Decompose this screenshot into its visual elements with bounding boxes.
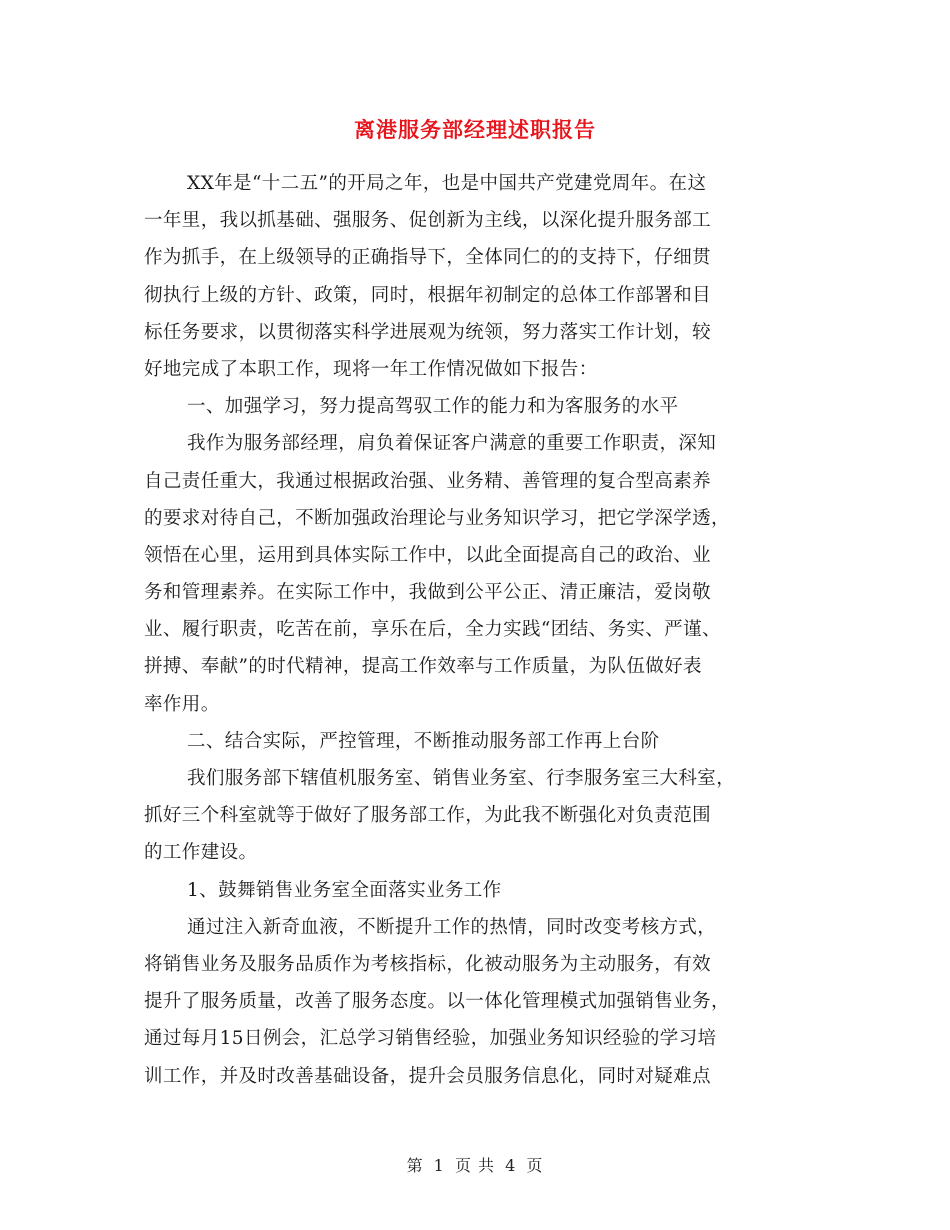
body-line: 二、结合实际，严控管理，不断推动服务部工作再上台阶 [187, 730, 660, 752]
body-line: 将销售业务及服务品质作为考核指标，化被动服务为主动服务，有效 [144, 953, 712, 975]
body-line: 一年里，我以抓基础、强服务、促创新为主线，以深化提升服务部工 [144, 210, 712, 232]
footer-middle: 页 共 [454, 1156, 496, 1175]
body-line: 彻执行上级的方针、政策，同时，根据年初制定的总体工作部署和目 [144, 284, 712, 306]
body-line: 作为抓手，在上级领导的正确指导下，全体同仁的的支持下，仔细贯 [144, 247, 712, 269]
body-line: 通过注入新奇血液，不断提升工作的热情，同时改变考核方式， [187, 916, 717, 938]
body-line: 训工作，并及时改善基础设备，提升会员服务信息化，同时对疑难点 [144, 1065, 712, 1087]
body-line: 一、加强学习，努力提高驾驭工作的能力和为客服务的水平 [187, 396, 679, 418]
body-line: 我作为服务部经理，肩负着保证客户满意的重要工作职责，深知 [187, 433, 717, 455]
document-title: 离港服务部经理述职报告 [354, 117, 596, 142]
body-line: 我们服务部下辖值机服务室、销售业务室、行李服务室三大科室， [187, 768, 736, 789]
body-line: 好地完成了本职工作，现将一年工作情况做如下报告： [144, 358, 598, 380]
page-footer [0, 1154, 950, 1178]
body-line: 率作用。 [144, 693, 220, 715]
body-line: 拼搏、奉献”的时代精神，提高工作效率与工作质量，为队伍做好表 [144, 656, 702, 678]
body-line: 1、鼓舞销售业务室全面落实业务工作 [187, 879, 502, 901]
body-line: 务和管理素养。在实际工作中，我做到公平公正、清正廉洁，爱岗敬 [144, 582, 712, 604]
document-body [144, 165, 808, 1095]
body-line: 的工作建设。 [144, 842, 258, 864]
footer-prefix: 第 [406, 1156, 424, 1175]
body-line: 提升了服务质量，改善了服务态度。以一体化管理模式加强销售业务， [144, 991, 730, 1013]
body-line: 业、履行职责，吃苦在前，享乐在后，全力实践“团结、务实、严谨、 [144, 619, 721, 641]
body-line: XX年是“十二五”的开局之年，也是中国共产党建党周年。在这 [187, 173, 707, 194]
body-line: 标任务要求，以贯彻落实科学进展观为统领，努力落实工作计划，较 [144, 321, 712, 343]
body-line: 通过每月15日例会，汇总学习销售经验，加强业务知识经验的学习培 [144, 1028, 717, 1050]
footer-page-total: 4 [505, 1156, 517, 1175]
body-line: 的要求对待自己，不断加强政治理论与业务知识学习，把它学深学透， [144, 507, 730, 529]
footer-page-number: 1 [433, 1156, 445, 1175]
body-line: 自己责任重大，我通过根据政治强、业务精、善管理的复合型高素养 [144, 470, 712, 492]
footer-suffix: 页 [526, 1156, 544, 1175]
body-line: 领悟在心里，运用到具体实际工作中，以此全面提高自己的政治、业 [144, 544, 712, 566]
body-line: 抓好三个科室就等于做好了服务部工作，为此我不断强化对负责范围 [144, 805, 712, 827]
